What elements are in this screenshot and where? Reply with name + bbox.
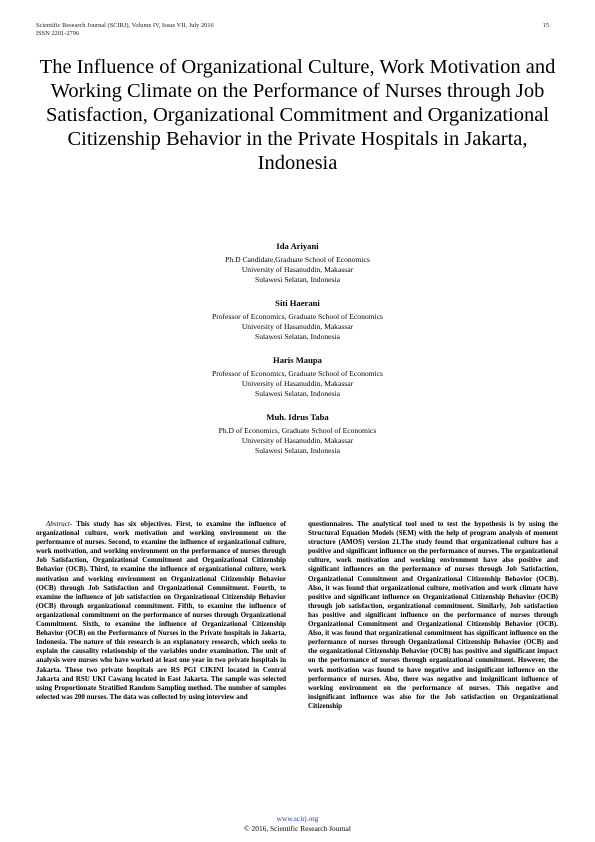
author-name: Ida Ariyani: [276, 241, 319, 251]
author-university: University of Hasanuddin, Makassar: [241, 379, 354, 388]
abstract-text-left: This study has six objectives. First, to examine the influence of organizational culture, work motivation and working environment on the performance of nurses. Second, to examine the influence of organizational culture, work motivation, and working environment on the performance of nurses through Job Satisfaction, Organizational Commitment and Organizational Citizenship Behavior (OCB). Third, to examine the influence of organizational culture, work motivation and working environment on Organizational Citizenship Behavior (OCB) through Job Satisfaction and Organizational Commitment. Fourth, to examine the influence of job satisfaction on Organizational Citizenship Behavior (OCB) through organizational commitment. Fifth, to examine the influence of organizational commitment on the performance of nurses through Organizational Commitment. Sixth, to examine the influence of Organizational Citizenship Behavior (OCB) on the Performance of Nurses in the Private hospitals in Jakarta, Indonesia. The nature of this research is an explanatory research, which seeks to explain the causality relationship of the variables under examination. The unit of analysis were nurses who have worked at least one year in two private hospitals in Jakarta. These two private hospitals are RS PGI CIKINI located in Central Jakarta and RSU UKI Cawang located in East Jakarta. The sample was selected using Proportionate Stratified Random Sampling method. The number of samples selected was 200 nurses. The data was collected by using interview and: [36, 520, 286, 701]
paper-title: The Influence of Organizational Culture, Work Motivation and Working Climate on the Performance of Nurses through Job Satisfaction, Organizational Commitment and Organizational Citizenship Behavior in the Private Hospitals in Jakarta, Indonesia: [39, 56, 556, 174]
author-university: University of Hasanuddin, Makassar: [241, 322, 354, 331]
journal-name: Scientific Research Journal (SCIRJ), Volume IV, Issue VII, July 2016: [36, 22, 214, 29]
author-block: [0, 354, 595, 399]
abstract-section: [36, 520, 558, 810]
author-affiliation: Professor of Economics, Graduate School of Economics: [211, 312, 384, 321]
author-affiliation: Ph.D of Economics, Graduate School of Economics: [218, 426, 377, 435]
running-header: [36, 22, 214, 38]
author-name: Muh. Idrus Taba: [266, 412, 329, 422]
author-location: Sulawesi Selatan, Indonesia: [255, 275, 340, 284]
author-location: Sulawesi Selatan, Indonesia: [255, 446, 340, 455]
author-block: [0, 411, 595, 456]
copyright: © 2016, Scientific Research Journal: [244, 824, 351, 833]
author-block: [0, 240, 595, 285]
author-affiliation: Ph.D Candidate,Graduate School of Economics: [225, 255, 370, 264]
page-footer: [0, 814, 595, 834]
author-location: Sulawesi Selatan, Indonesia: [255, 389, 340, 398]
page-number: 15: [542, 22, 549, 29]
author-location: Sulawesi Selatan, Indonesia: [255, 332, 340, 341]
issn: ISSN 2201-2796: [36, 30, 80, 37]
journal-url-link[interactable]: www.scirj.org: [276, 814, 319, 823]
abstract-left-column: [36, 520, 286, 810]
author-university: University of Hasanuddin, Makassar: [241, 265, 354, 274]
abstract-text-right: questionnaires. The analytical tool used to test the hypothesis is by using the Structural Equation Models (SEM) with the help of program analysis of moment structure (AMOS) version 21.The study found that organizational culture has a positive and significant influence on the performance of nurses. The organizational culture, work motivation and working environment have also positive and significant influences on the performance of nurses through Job Satisfaction, Organizational Commitment and Organizational Citizenship Behavior (OCB). Also, it was found that organizational culture, motivation and work climate have positive and significant influence on Organizational Citizenship Behavior (OCB) through job satisfaction, organizational commitment. Similarly, Job satisfaction has positive and significant influence on the performance of nurses through Organizational Commitment and Organizational Citizenship Behavior (OCB). Also, it was found that organizational commitment has significant influence on the performance of nurses through Organizational Citizenship Behavior (OCB) and the organizational Citizenship Behavior (OCB) has positive and significant impact on the performance of nurses through organizational commitment. However, the work motivation was found to have negative and insignificant influence on the performance of nurses. Also, there was negative and insignificant influence of working environment on the performance of nurses. This negative and insignificant influence was also for the Job satisfaction on Organizational Citizenship: [308, 520, 558, 710]
author-affiliation: Professor of Economics, Graduate School of Economics: [211, 369, 384, 378]
author-university: University of Hasanuddin, Makassar: [241, 436, 354, 445]
abstract-label: Abstract-: [46, 520, 73, 528]
author-block: [0, 297, 595, 342]
author-list: [0, 240, 595, 468]
author-name: Siti Haerani: [275, 298, 320, 308]
abstract-right-column: [308, 520, 558, 810]
author-name: Haris Maupa: [273, 355, 322, 365]
